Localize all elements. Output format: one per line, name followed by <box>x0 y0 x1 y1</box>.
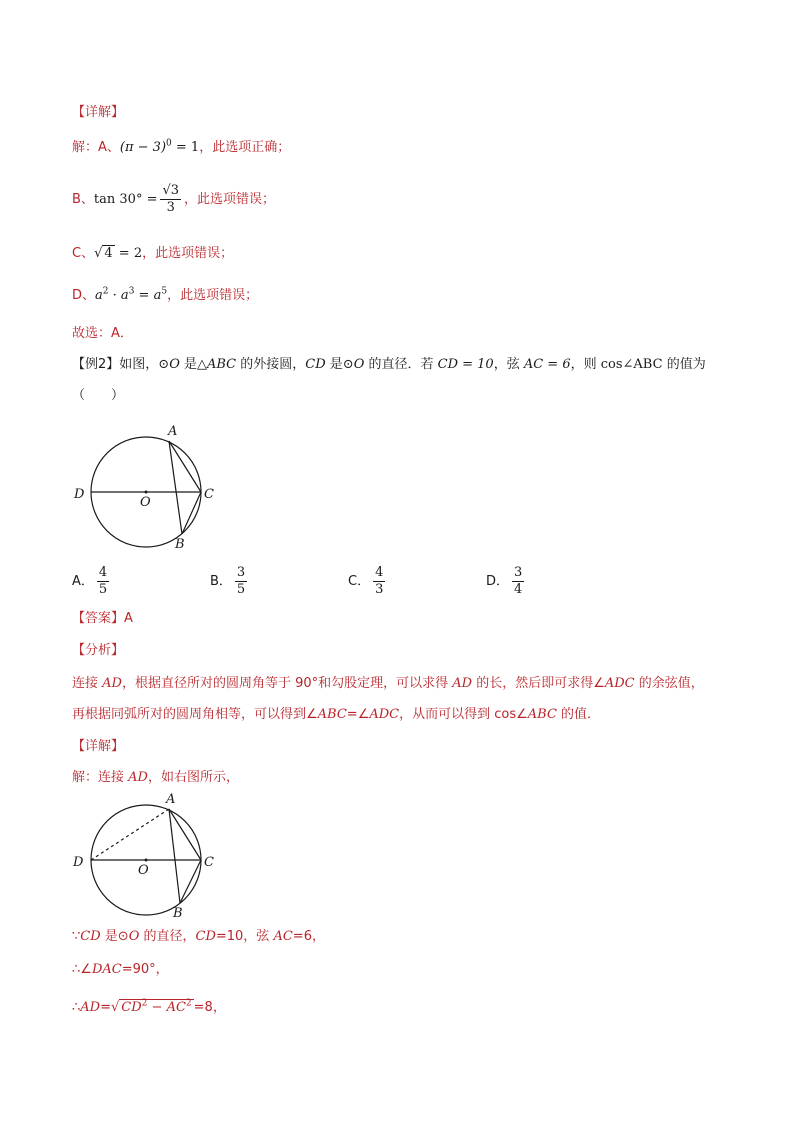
detail2-step-1 <box>72 927 325 947</box>
solution-line-c-equals: = 2 <box>114 246 143 261</box>
example2-cd: CD <box>305 357 326 372</box>
step1-cd2: CD <box>195 929 216 944</box>
step3-rad-ac: AC <box>166 1000 186 1015</box>
solution-line-c <box>72 244 233 264</box>
option-d <box>486 564 527 600</box>
label-a-2: A <box>166 792 176 807</box>
option-row <box>72 564 722 600</box>
solution-line-a-exponent: 0 <box>166 138 172 149</box>
option-b <box>210 564 250 600</box>
step1-e: =6， <box>292 929 325 944</box>
option-b-numerator: 3 <box>236 565 246 580</box>
step2-b: =90°， <box>121 962 169 977</box>
step2-a: ∴∠ <box>72 962 92 977</box>
analysis-2-abc2: ABC <box>527 707 557 722</box>
answer-heading: 【答案】A <box>72 611 133 626</box>
step3-ad: AD <box>80 1000 101 1015</box>
analysis-2b: =∠ <box>346 707 370 722</box>
option-a-numerator: 4 <box>98 565 108 580</box>
example2-text-3: 的外接圆， <box>236 357 306 372</box>
solution-line-b-expr: tan 30° = <box>93 192 158 207</box>
example2-circle-o-1: ⊙O <box>158 357 180 372</box>
step2-dac: DAC <box>91 962 122 977</box>
step3-sqrt: √ $CD^2 - AC^2$ <box>111 998 192 1015</box>
example2-text-8: 的值为 <box>662 357 706 372</box>
step3-rad-minus: − <box>147 1000 167 1015</box>
circle-figure-2 <box>68 788 228 926</box>
solution-line-b-suffix: ，此选项错误； <box>184 192 276 207</box>
example2-triangle: △ABC <box>197 357 237 372</box>
option-d-denominator: 4 <box>514 582 523 597</box>
example2-text-4: 是 <box>325 357 343 372</box>
analysis-1a: 连接 <box>72 676 103 691</box>
example2-statement <box>72 355 706 375</box>
example2-text-5: 的直径．若 <box>364 357 438 372</box>
option-a-denominator: 5 <box>98 582 108 597</box>
analysis-1-ad2: AD <box>452 676 473 691</box>
solution-line-b <box>72 180 275 220</box>
option-d-fraction <box>512 565 524 598</box>
analysis-2d: 的值． <box>556 707 601 722</box>
label-b-2: B <box>173 906 183 921</box>
analysis-line-2 <box>72 705 600 725</box>
solution-line-d-exp-c: 5 <box>161 286 168 297</box>
center-point-2 <box>145 859 148 862</box>
step1-cd: CD <box>80 929 101 944</box>
solution-line-a-equals: = 1 <box>171 140 200 155</box>
step1-o: O <box>128 929 140 944</box>
option-c-letter: C． <box>348 574 371 589</box>
example2-ac-equation: AC = 6 <box>523 357 571 372</box>
analysis-1-ad: AD <box>102 676 122 691</box>
step1-c: 的直径， <box>139 929 196 944</box>
solution-line-d-prefix: D、 <box>72 288 96 303</box>
solution-line-d-term-c: a <box>153 288 162 303</box>
option-a-fraction <box>97 565 109 598</box>
label-d: D <box>74 487 85 502</box>
center-point <box>145 491 148 494</box>
label-c-2: C <box>204 855 214 870</box>
solution-line-d-suffix: ，此选项错误； <box>167 288 259 303</box>
solution-line-d-exp-b: 3 <box>128 286 135 297</box>
solution-conclusion: 故选：A． <box>72 326 133 341</box>
solution-line-d-exp-a: 2 <box>102 286 109 297</box>
example2-circle-o-2: ⊙O <box>342 357 365 372</box>
solution-line-d-term-a: a <box>95 288 103 303</box>
solution-line-b-prefix: B、 <box>72 192 94 207</box>
analysis-1b: ，根据直径所对的圆周角等于 90°和勾股定理，可以求得 <box>121 676 453 691</box>
analysis-1c: 的长，然后即可求得∠ <box>472 676 605 691</box>
example2-cos-expression: cos∠ABC <box>600 357 663 372</box>
label-b: B <box>175 537 185 552</box>
step1-b: 是⊙ <box>100 929 129 944</box>
analysis-heading: 【分析】 <box>72 643 125 658</box>
analysis-1-adc: ADC <box>604 676 635 691</box>
example2-text-2: 是 <box>179 357 197 372</box>
solution-line-d-term-b: a <box>120 288 129 303</box>
solution-line-c-sqrt: √ 4 <box>94 246 113 261</box>
analysis-2a: 再根据同弧所对的圆周角相等，可以得到∠ <box>72 707 318 722</box>
solution-line-d-equals: = <box>134 288 154 303</box>
solution-line-d-dot: · <box>108 288 121 303</box>
step3-c: =8， <box>193 1000 226 1015</box>
dashed-chord-ad <box>91 809 169 860</box>
detail2-intro-ad: AD <box>128 770 148 785</box>
solution-line-a <box>72 138 290 158</box>
step3-eq: = <box>100 1000 111 1015</box>
solution-line-d <box>72 286 258 306</box>
analysis-1d: 的余弦值， <box>634 676 704 691</box>
analysis-2-adc: ADC <box>369 707 400 722</box>
example2-cd-equation: CD = 10 <box>437 357 494 372</box>
option-b-fraction <box>235 565 247 598</box>
chord-bc-2 <box>180 860 201 903</box>
label-c: C <box>204 487 214 502</box>
example2-answer-parens: （ ） <box>72 388 125 403</box>
step1-ac: AC <box>273 929 293 944</box>
chord-ab <box>169 441 182 534</box>
example2-tag: 【例2】 <box>72 357 120 372</box>
label-a: A <box>168 424 178 439</box>
solution-line-b-denominator: 3 <box>166 200 175 215</box>
detail-heading-1: 【详解】 <box>72 105 125 120</box>
chord-ac <box>169 441 201 492</box>
option-c-fraction <box>373 565 385 598</box>
detail2-step-3 <box>72 998 226 1018</box>
step3-rad-exp-2: 2 <box>185 998 192 1009</box>
option-c-numerator: 4 <box>375 565 384 580</box>
step1-d: =10，弦 <box>215 929 274 944</box>
example2-text-7: ，则 <box>570 357 601 372</box>
analysis-2-abc: ABC <box>317 707 347 722</box>
option-b-letter: B． <box>210 574 232 589</box>
detail2-step-2 <box>72 960 169 980</box>
option-b-denominator: 5 <box>236 582 246 597</box>
solution-line-a-suffix: ，此选项正确； <box>199 140 291 155</box>
detail2-intro-b: ，如右图所示， <box>147 770 239 785</box>
solution-line-a-expr: (π − 3) <box>119 140 167 155</box>
label-o: O <box>140 495 151 510</box>
option-c-denominator: 3 <box>375 582 384 597</box>
example2-text-6: ，弦 <box>493 357 524 372</box>
solution-line-c-prefix: C、 <box>72 246 95 261</box>
solution-line-a-prefix: 解：A、 <box>72 140 120 155</box>
option-c <box>348 564 388 600</box>
option-a-letter: A． <box>72 574 94 589</box>
step3-radicand <box>119 999 193 1015</box>
solution-line-c-suffix: ，此选项错误； <box>142 246 234 261</box>
step3-rad-exp-1: 2 <box>141 998 148 1009</box>
analysis-line-1 <box>72 674 704 694</box>
step3-rad-cd: CD <box>121 1000 142 1015</box>
step1-a: ∵ <box>72 929 81 944</box>
chord-bc <box>182 492 201 534</box>
solution-line-b-fraction <box>160 183 181 216</box>
option-d-numerator: 3 <box>514 565 523 580</box>
detail2-intro-a: 解：连接 <box>72 770 129 785</box>
circle-figure-1 <box>68 418 228 558</box>
label-d-2: D <box>73 855 84 870</box>
detail2-intro <box>72 768 239 788</box>
step3-a: ∴ <box>72 1000 81 1015</box>
solution-line-b-numerator: √3 <box>162 183 180 198</box>
example2-text-1: 如图， <box>119 357 159 372</box>
detail-heading-2: 【详解】 <box>72 739 125 754</box>
option-a <box>72 564 112 600</box>
option-d-letter: D． <box>486 574 510 589</box>
label-o-2: O <box>138 863 149 878</box>
analysis-2c: ，从而可以得到 cos∠ <box>399 707 528 722</box>
solution-line-c-radicand: 4 <box>104 246 113 261</box>
